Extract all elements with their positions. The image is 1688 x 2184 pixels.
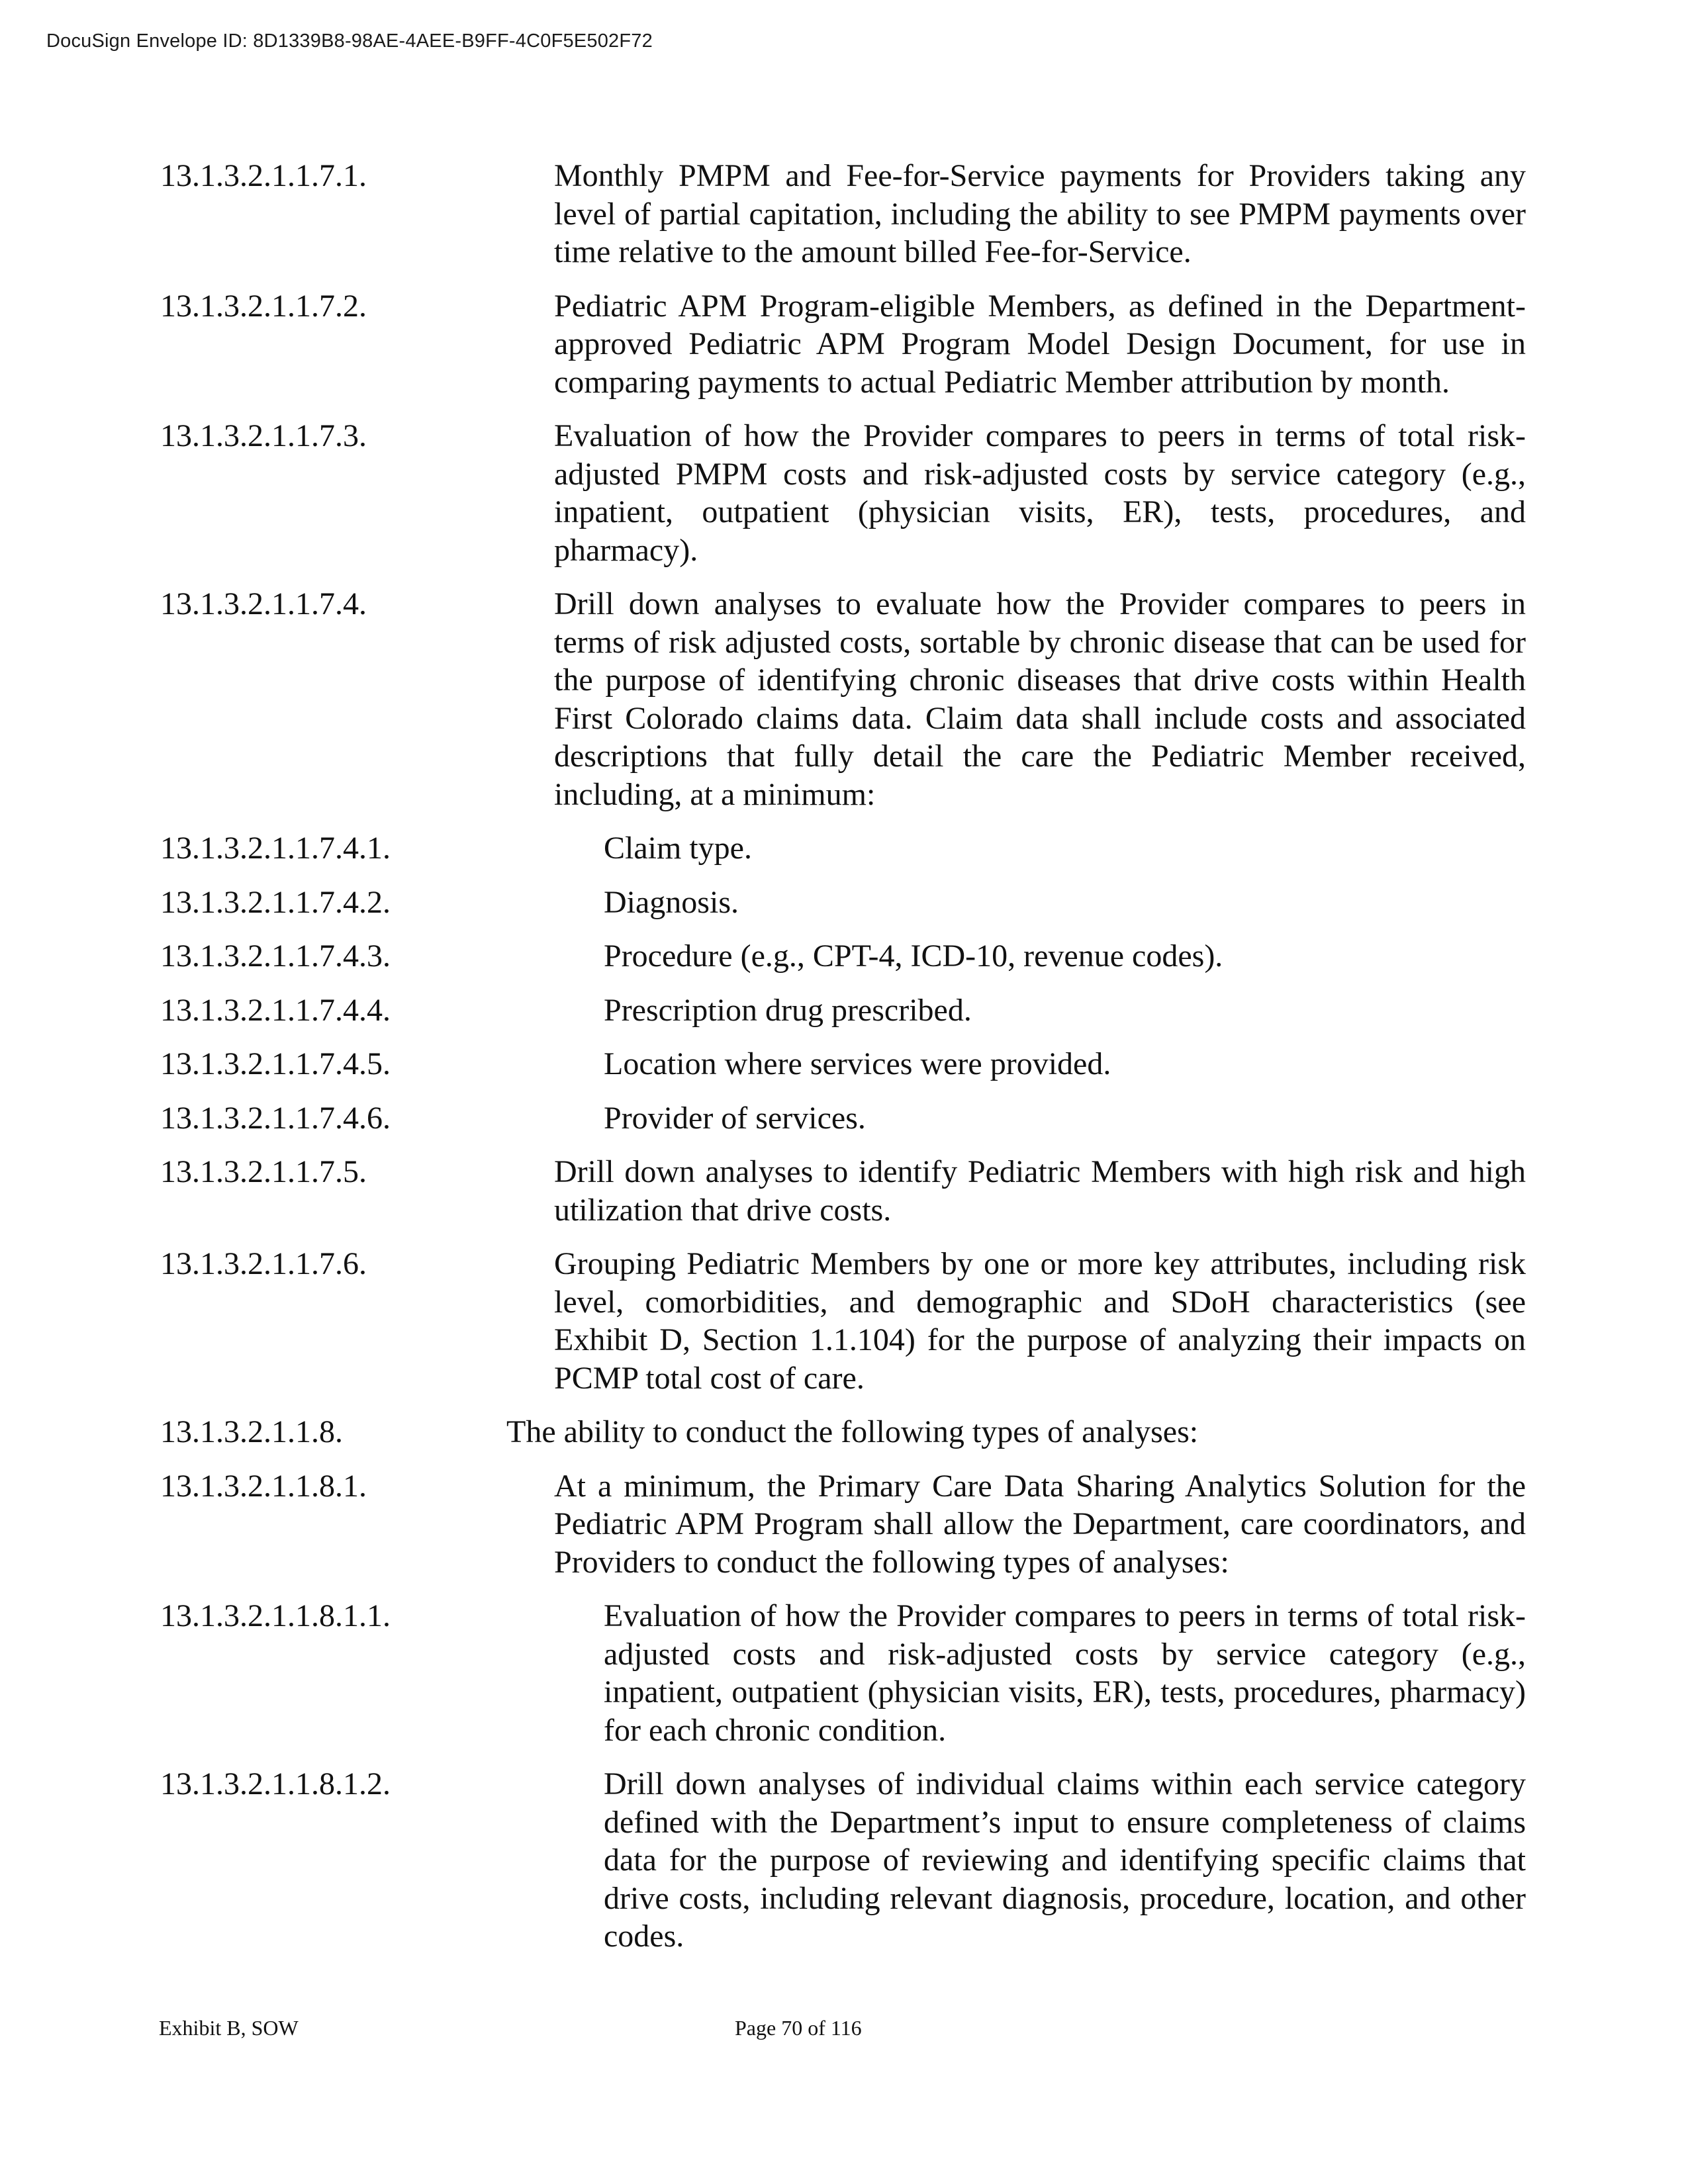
item-text: The ability to conduct the following types of analyses: <box>506 1414 1199 1449</box>
item-number: 13.1.3.2.1.1.7.4.1. <box>160 831 391 866</box>
item-text: Location where services were provided. <box>604 1046 1111 1081</box>
item-number: 13.1.3.2.1.1.8.1.1. <box>160 1598 391 1633</box>
item-number: 13.1.3.2.1.1.7.4.6. <box>160 1100 391 1136</box>
list-item <box>0 991 1688 1030</box>
list-item <box>0 157 1688 271</box>
item-number: 13.1.3.2.1.1.7.4. <box>160 586 367 621</box>
item-text: Prescription drug prescribed. <box>604 992 972 1028</box>
list-item <box>0 1245 1688 1397</box>
item-number: 13.1.3.2.1.1.8. <box>160 1414 343 1449</box>
item-text: Drill down analyses to evaluate how the Provider compares to peers in terms of risk adjusted costs, sortable by chronic disease that can be used for the purpose of identifying chronic diseases that drive costs within Health First Colorado claims data. Claim data shall include costs and associated descriptions that fully detail the care the Pediatric Member received, including, at a minimum: <box>554 586 1526 812</box>
item-text: Monthly PMPM and Fee-for-Service payments for Providers taking any level of partial capitation, including the ability to see PMPM payments over time relative to the amount billed Fee-for-Service. <box>554 158 1526 269</box>
list-item <box>0 1413 1688 1451</box>
item-text: Claim type. <box>604 831 752 866</box>
item-number: 13.1.3.2.1.1.7.4.2. <box>160 884 391 920</box>
item-text: Evaluation of how the Provider compares to peers in terms of total risk-adjusted PMPM costs and risk-adjusted costs by service category (e.g., inpatient, outpatient (physician visits, ER), tests, procedures, and pharmacy). <box>554 418 1526 568</box>
list-item <box>0 1467 1688 1582</box>
list-item <box>0 884 1688 922</box>
item-number: 13.1.3.2.1.1.7.4.4. <box>160 992 391 1028</box>
item-number: 13.1.3.2.1.1.8.1. <box>160 1468 367 1504</box>
list-item <box>0 1099 1688 1138</box>
item-text: At a minimum, the Primary Care Data Sharing Analytics Solution for the Pediatric APM Program shall allow the Department, care coordinators, and Providers to conduct the following types of analyses: <box>554 1468 1526 1580</box>
item-text: Pediatric APM Program-eligible Members, as defined in the Department-approved Pediatric APM Program Model Design Document, for use in comparing payments to actual Pediatric Member attribution by month. <box>554 288 1526 400</box>
item-number: 13.1.3.2.1.1.7.6. <box>160 1246 367 1281</box>
list-item <box>0 1045 1688 1083</box>
footer-page-number: Page 70 of 116 <box>735 2016 862 2040</box>
item-number: 13.1.3.2.1.1.8.1.2. <box>160 1766 391 1801</box>
list-item <box>0 287 1688 402</box>
item-number: 13.1.3.2.1.1.7.4.5. <box>160 1046 391 1081</box>
item-text: Provider of services. <box>604 1100 866 1136</box>
list-item <box>0 417 1688 569</box>
list-item <box>0 1597 1688 1749</box>
list-item <box>0 829 1688 868</box>
item-number: 13.1.3.2.1.1.7.2. <box>160 288 367 324</box>
item-text: Drill down analyses to identify Pediatric Members with high risk and high utilization that drive costs. <box>554 1154 1526 1228</box>
list-item <box>0 937 1688 976</box>
item-text: Diagnosis. <box>604 884 739 920</box>
list-item <box>0 1153 1688 1229</box>
list-item <box>0 585 1688 813</box>
item-text: Grouping Pediatric Members by one or more key attributes, including risk level, comorbidities, and demographic and SDoH characteristics (see Exhibit D, Section 1.1.104) for the purpose of analyzing their impacts on PCMP total cost of care. <box>554 1246 1526 1396</box>
item-text: Drill down analyses of individual claims within each service category defined with the Department’s input to ensure completeness of claims data for the purpose of reviewing and identifying specific claims that drive costs, including relevant diagnosis, procedure, location, and other codes. <box>604 1766 1526 1954</box>
item-number: 13.1.3.2.1.1.7.3. <box>160 418 367 453</box>
item-number: 13.1.3.2.1.1.7.4.3. <box>160 938 391 974</box>
list-item <box>0 1765 1688 1956</box>
item-text: Evaluation of how the Provider compares to peers in terms of total risk-adjusted costs and risk-adjusted costs by service category (e.g., inpatient, outpatient (physician visits, ER), tests, procedures, pharmacy) for each chronic condition. <box>604 1598 1526 1748</box>
document-body <box>0 157 1688 1972</box>
envelope-id: DocuSign Envelope ID: 8D1339B8-98AE-4AEE-B9FF-4C0F5E502F72 <box>46 30 653 52</box>
item-number: 13.1.3.2.1.1.7.1. <box>160 158 367 193</box>
item-number: 13.1.3.2.1.1.7.5. <box>160 1154 367 1189</box>
item-text: Procedure (e.g., CPT-4, ICD-10, revenue codes). <box>604 938 1223 974</box>
footer-exhibit-label: Exhibit B, SOW <box>159 2016 299 2040</box>
